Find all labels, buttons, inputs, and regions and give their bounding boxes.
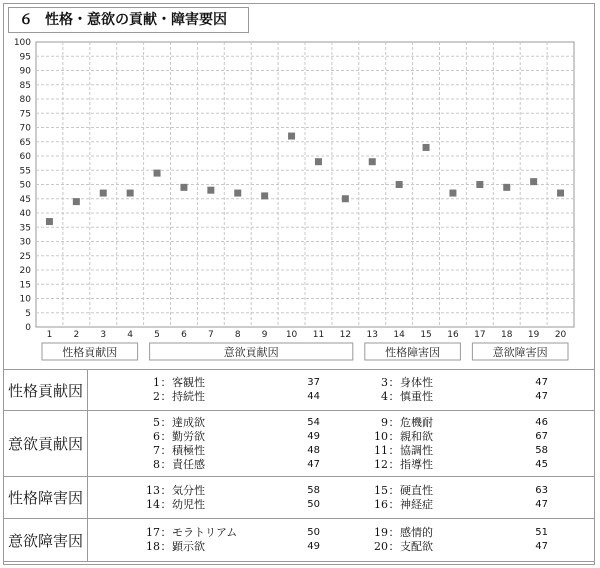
item-separator: ： — [388, 526, 400, 539]
legend-item — [138, 458, 366, 472]
y-tick-label: 100 — [13, 38, 31, 48]
item-separator: ： — [160, 429, 172, 443]
y-tick-label: 10 — [19, 294, 31, 305]
item-separator: ： — [160, 376, 172, 389]
item-label: 持続性 — [172, 390, 205, 403]
legend-item — [366, 376, 594, 390]
x-tick-label: 14 — [393, 330, 405, 340]
item-label: 神経症 — [400, 497, 433, 511]
data-point — [342, 195, 349, 202]
x-tick-label: 9 — [261, 330, 268, 340]
data-point — [315, 158, 322, 165]
x-tick-label: 6 — [181, 330, 187, 340]
legend-column-right — [366, 526, 594, 554]
item-label: 責任感 — [172, 457, 205, 471]
item-separator: ： — [388, 457, 400, 471]
item-number: 16 — [374, 497, 388, 511]
legend-row — [4, 519, 595, 562]
item-number: 6 — [153, 429, 160, 443]
data-point — [73, 198, 80, 205]
x-tick-label: 17 — [474, 330, 486, 340]
x-tick-label: 15 — [420, 330, 432, 340]
y-tick-label: 30 — [19, 237, 31, 248]
data-point — [530, 178, 537, 185]
group-label: 意欲障害因 — [492, 346, 548, 359]
item-separator: ： — [160, 443, 172, 457]
item-value: 45 — [535, 458, 548, 470]
group-label: 意欲貢献因 — [223, 346, 279, 359]
data-point — [557, 190, 564, 197]
item-value: 37 — [307, 377, 320, 388]
item-label: 支配欲 — [400, 540, 433, 553]
item-separator: ： — [388, 483, 400, 497]
item-value: 50 — [307, 498, 320, 510]
item-value: 54 — [307, 416, 320, 428]
item-label: 指導性 — [400, 457, 433, 471]
legend-column-left — [138, 376, 366, 404]
y-tick-label: 95 — [19, 52, 31, 63]
legend-item — [138, 416, 366, 430]
item-value: 49 — [307, 430, 320, 442]
legend-items — [88, 411, 595, 477]
x-tick-label: 8 — [234, 330, 241, 340]
item-separator: ： — [388, 497, 400, 511]
x-tick-label: 4 — [127, 330, 134, 340]
x-tick-label: 7 — [207, 330, 214, 340]
legend-column-left — [138, 484, 366, 512]
y-tick-label: 90 — [19, 66, 31, 77]
item-number: 17 — [146, 526, 160, 539]
y-tick-label: 20 — [19, 266, 31, 276]
item-value: 48 — [307, 444, 320, 456]
y-tick-label: 50 — [19, 180, 31, 191]
x-tick-label: 13 — [366, 330, 378, 340]
legend-category: 意欲障害因 — [4, 519, 88, 562]
legend-item — [138, 390, 366, 404]
item-number: 20 — [374, 540, 388, 553]
item-label: 硬直性 — [400, 483, 433, 497]
legend-column-left — [138, 526, 366, 554]
y-tick-label: 40 — [19, 209, 31, 219]
item-value: 47 — [535, 377, 548, 388]
section-number: ６ — [19, 12, 33, 28]
legend-item — [366, 458, 594, 472]
y-tick-label: 0 — [25, 323, 31, 333]
item-label: 勤労欲 — [172, 429, 205, 443]
item-separator: ： — [160, 390, 172, 403]
item-number: 7 — [153, 443, 160, 457]
item-number: 12 — [374, 457, 388, 471]
item-value: 50 — [307, 527, 320, 538]
y-tick-label: 70 — [19, 123, 31, 134]
legend-item — [138, 430, 366, 444]
item-number: 10 — [374, 429, 388, 443]
data-point — [154, 170, 161, 177]
legend-items — [88, 519, 595, 562]
y-tick-label: 65 — [19, 137, 31, 148]
legend-category: 性格貢献因 — [4, 370, 88, 411]
legend-row — [4, 370, 595, 411]
item-number: 11 — [374, 443, 388, 457]
legend-item — [366, 430, 594, 444]
legend-row — [4, 477, 595, 519]
x-tick-label: 2 — [73, 330, 80, 340]
legend-column-right — [366, 376, 594, 404]
item-label: 親和欲 — [400, 429, 433, 443]
item-number: 4 — [381, 390, 388, 403]
y-tick-label: 5 — [25, 308, 31, 319]
item-number: 5 — [153, 415, 160, 429]
data-point — [46, 218, 53, 225]
y-tick-label: 25 — [19, 251, 31, 262]
item-label: 慎重性 — [400, 390, 433, 403]
data-point — [396, 181, 403, 188]
item-separator: ： — [160, 415, 172, 429]
item-label: 達成欲 — [172, 415, 205, 429]
data-point — [288, 133, 295, 140]
item-separator: ： — [160, 540, 172, 553]
y-tick-label: 15 — [19, 280, 31, 291]
item-value: 58 — [307, 484, 320, 496]
item-separator: ： — [388, 390, 400, 403]
legend-item — [366, 444, 594, 458]
legend-row — [4, 411, 595, 477]
data-point — [503, 184, 510, 191]
item-separator: ： — [160, 497, 172, 511]
data-point — [127, 190, 134, 197]
y-tick-label: 80 — [19, 95, 31, 105]
legend-item — [366, 416, 594, 430]
legend-items — [88, 370, 595, 411]
item-value: 47 — [535, 498, 548, 510]
item-number: 1 — [153, 376, 160, 389]
data-point — [261, 192, 268, 199]
legend-category: 意欲貢献因 — [4, 411, 88, 477]
y-tick-label: 75 — [19, 109, 31, 120]
data-point — [369, 158, 376, 165]
data-point — [207, 187, 214, 194]
item-label: 協調性 — [400, 443, 433, 457]
item-label: 顕示欲 — [172, 540, 205, 553]
data-point — [449, 190, 456, 197]
x-tick-label: 18 — [501, 330, 513, 340]
y-tick-label: 35 — [19, 223, 31, 234]
item-number: 3 — [381, 376, 388, 389]
legend-category: 性格障害因 — [4, 477, 88, 519]
legend-item — [138, 376, 366, 390]
legend-item — [366, 390, 594, 404]
group-label: 性格貢献因 — [62, 346, 118, 359]
legend-column-right — [366, 416, 594, 472]
item-label: 気分性 — [172, 483, 205, 497]
x-tick-label: 5 — [154, 330, 160, 340]
item-value: 44 — [307, 391, 320, 402]
item-number: 18 — [146, 540, 160, 553]
legend-items — [88, 477, 595, 519]
item-value: 49 — [307, 541, 320, 552]
legend-item — [366, 540, 594, 554]
y-tick-label: 45 — [19, 194, 31, 205]
y-tick-label: 85 — [19, 80, 31, 91]
item-separator: ： — [388, 429, 400, 443]
item-value: 47 — [307, 458, 320, 470]
item-number: 15 — [374, 483, 388, 497]
data-point — [234, 190, 241, 197]
x-tick-label: 11 — [312, 330, 325, 340]
item-value: 47 — [535, 541, 548, 552]
legend-item — [366, 484, 594, 498]
x-tick-label: 19 — [527, 330, 540, 340]
x-tick-label: 10 — [285, 330, 298, 340]
item-separator: ： — [160, 457, 172, 471]
x-tick-label: 12 — [339, 330, 352, 340]
item-value: 47 — [535, 391, 548, 402]
legend-item — [138, 526, 366, 540]
item-label: 感情的 — [400, 526, 433, 539]
y-tick-label: 55 — [19, 166, 31, 177]
item-value: 58 — [535, 444, 548, 456]
item-separator: ： — [160, 483, 172, 497]
y-tick-label: 60 — [19, 152, 31, 162]
item-number: 8 — [153, 457, 160, 471]
legend-item — [366, 498, 594, 512]
legend-item — [138, 498, 366, 512]
legend-item — [138, 484, 366, 498]
item-label: 危機耐 — [400, 415, 433, 429]
item-separator: ： — [388, 443, 400, 457]
item-number: 9 — [381, 415, 388, 429]
legend-item — [366, 526, 594, 540]
item-value: 46 — [535, 416, 548, 428]
item-label: 積極性 — [172, 443, 205, 457]
legend-table — [3, 369, 595, 562]
group-label: 性格障害因 — [385, 346, 441, 359]
item-value: 51 — [535, 527, 548, 538]
item-label: モラトリアム — [172, 526, 238, 539]
legend-item — [138, 444, 366, 458]
item-number: 19 — [374, 526, 388, 539]
item-value: 63 — [535, 484, 548, 496]
item-label: 身体性 — [400, 376, 433, 389]
x-tick-label: 20 — [554, 330, 567, 340]
item-label: 客観性 — [172, 376, 205, 389]
data-point — [476, 181, 483, 188]
item-separator: ： — [388, 415, 400, 429]
item-number: 13 — [146, 483, 160, 497]
item-value: 67 — [535, 430, 548, 442]
item-label: 幼児性 — [172, 497, 205, 511]
item-separator: ： — [388, 540, 400, 553]
item-separator: ： — [388, 376, 400, 389]
item-number: 2 — [153, 390, 160, 403]
x-tick-label: 16 — [447, 330, 459, 340]
item-number: 14 — [146, 497, 160, 511]
legend-column-right — [366, 484, 594, 512]
data-point — [180, 184, 187, 191]
x-tick-label: 1 — [46, 330, 53, 340]
x-tick-label: 3 — [100, 330, 107, 340]
legend-column-left — [138, 416, 366, 472]
item-separator: ： — [160, 526, 172, 539]
data-point — [423, 144, 430, 151]
legend-item — [138, 540, 366, 554]
data-point — [100, 190, 107, 197]
section-title-text: 性格・意欲の貢献・障害要因 — [45, 12, 227, 28]
